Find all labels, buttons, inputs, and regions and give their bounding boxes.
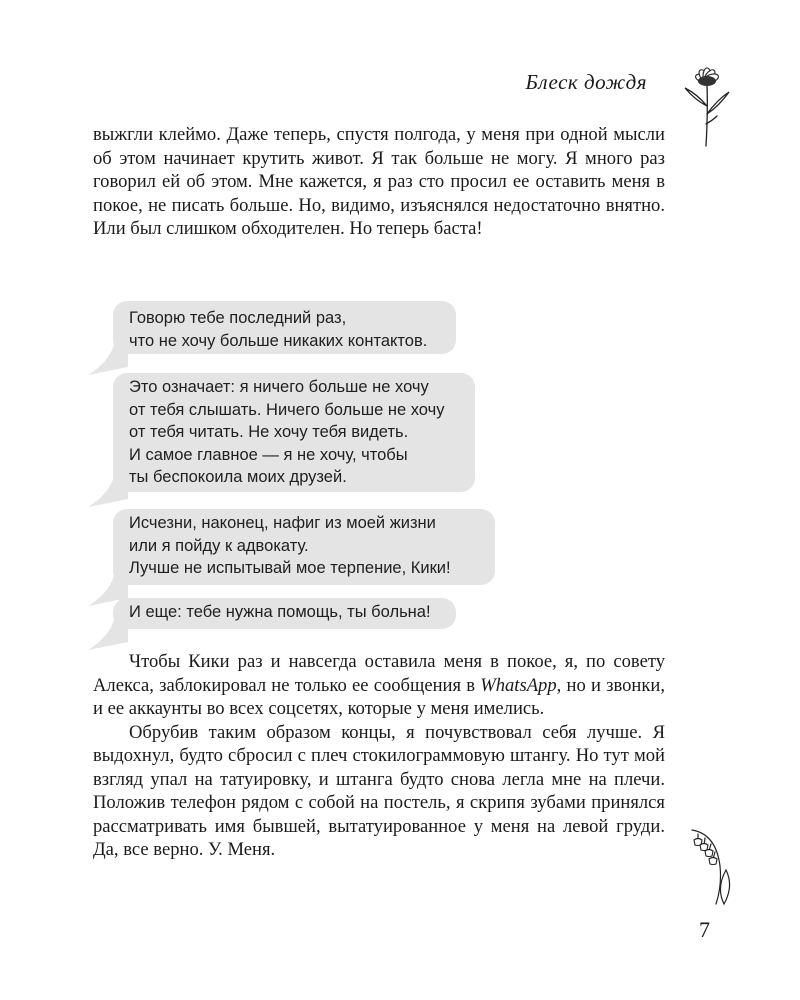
chat-bubble: Это означает: я ничего больше не хочу от тебя слышать. Ничего больше не хочу от тебя читать. Не хочу тебя видеть. И самое главное — я не хочу, чтобы ты беспокоила моих друзей. <box>113 373 475 492</box>
chat-bubble: Говорю тебе последний раз, что не хочу больше никаких контактов. <box>113 301 456 354</box>
chat-bubble: И еще: тебе нужна помощь, ты больна! <box>113 598 456 629</box>
paragraph-tattoo: Обрубив таким образом концы, я почувствовал себя лучше. Я выдохнул, будто сбросил с плеч стокилограммовую штангу. Но тут мой взгляд упал на татуировку, и штанга будто снова легла мне на плечи. Положив телефон рядом с собой на постель, я скрипя зубами принялся рассматривать имя бывшей, вытатуированное у меня на левой груди. Да, все верно. У. Меня. <box>93 721 665 860</box>
body-text-top <box>93 123 665 241</box>
paragraph-blocking-start: Чтобы Кики раз и навсегда оставила меня в покое, я, по совету Алекса, заблокировал не только ее сообщения в <box>93 651 665 696</box>
paragraph-opening: выжгли клеймо. Даже теперь, спустя полгода, у меня при одной мысли об этом начинает крутить живот. Я так больше не могу. Я много раз говорил ей об этом. Мне кажется, я раз сто просил ее оставить меня в покое, не писать больше. Но, видимо, изъяснялся недостаточно внятно. Или был слишком обходителен. Но теперь баста! <box>93 124 665 239</box>
chat-bubble: Исчезни, наконец, нафиг из моей жизни или я пойду к адвокату. Лучше не испытывай мое терпение, Кики! <box>113 509 495 585</box>
daisy-flower-icon <box>677 66 737 148</box>
body-text-bottom <box>93 650 665 862</box>
running-title: Блеск дождя <box>525 70 647 94</box>
paragraph-blocking-end: , но и звонки, и ее аккаунты во всех соцсетях, которые у меня имелись. <box>93 674 665 719</box>
page-number: 7 <box>699 917 710 942</box>
paragraph-blocking <box>93 650 665 721</box>
lily-of-the-valley-icon <box>686 826 736 906</box>
app-name: WhatsApp <box>480 674 557 696</box>
